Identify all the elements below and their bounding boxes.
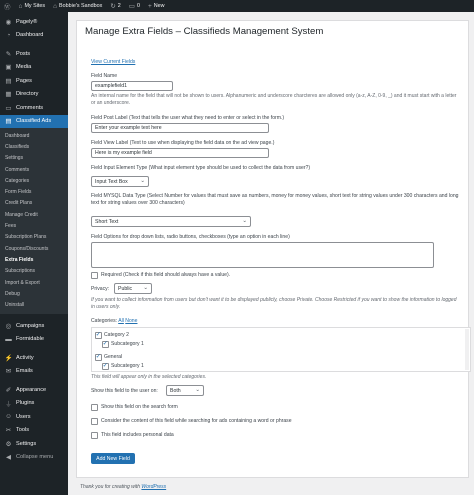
- personal-data-label: This field includes personal data: [101, 432, 174, 438]
- page-title: Manage Extra Fields – Classifieds Management System: [85, 26, 324, 37]
- pin-icon: ✎: [5, 50, 12, 58]
- submenu-item-comments[interactable]: Comments: [5, 166, 30, 173]
- categories-hint: This field will appear only in the selected categories.: [91, 374, 207, 380]
- extra-fields-form: [76, 20, 469, 478]
- new-label: New: [153, 3, 165, 9]
- updates-icon: ↻: [110, 3, 116, 10]
- category-label: General: [104, 354, 123, 360]
- sidebar-item-label: Users: [16, 413, 31, 420]
- category-label: Subcategory 1: [111, 341, 144, 347]
- new-content-menu[interactable]: [144, 0, 169, 12]
- comment-bubble-icon: ▭: [128, 3, 135, 10]
- view-current-fields-link[interactable]: View Current Fields: [91, 59, 136, 65]
- submenu-item-subscription-plans[interactable]: Subscription Plans: [5, 234, 47, 241]
- pages-icon: ▤: [5, 77, 12, 85]
- media-icon: ▣: [5, 64, 12, 72]
- submenu-item-import-export[interactable]: Import & Export: [5, 279, 40, 286]
- sidebar-item-users[interactable]: [0, 410, 68, 424]
- sidebar-item-label: Comments: [16, 104, 44, 111]
- wordpress-logo-menu[interactable]: [0, 0, 15, 12]
- main-content: [68, 12, 474, 495]
- mysql-type-label: Field MYSQL Data Type (Select Number for values that must save as numbers, money for money values, short text for string values under 300 characters and long text for string values over 300 characters): [91, 193, 459, 206]
- mysql-type-select[interactable]: [91, 216, 251, 227]
- site-name-label: Bobbie's Sandbox: [59, 3, 103, 9]
- submenu-item-debug[interactable]: Debug: [5, 290, 20, 297]
- pagely-icon: ◉: [5, 18, 12, 26]
- submenu-item-categories[interactable]: Categories: [5, 177, 30, 184]
- updates-menu[interactable]: [106, 0, 124, 12]
- wordpress-logo-icon: Ⓦ: [4, 3, 11, 11]
- input-type-select[interactable]: [91, 176, 149, 187]
- footer-text: Thank you for creating with: [80, 484, 142, 490]
- show-to-label: Show this field to the user on:: [91, 388, 158, 394]
- post-label-label: Field Post Label (Text that tells the user what they need to enter or select in the form.): [91, 115, 285, 121]
- privacy-label: Privacy:: [91, 286, 110, 292]
- sidebar-item-label: Campaigns: [16, 322, 45, 329]
- input-type-label: Field Input Element Type (What input element type should be used to collect the data from user?): [91, 165, 311, 171]
- select-all-link[interactable]: All: [118, 318, 124, 324]
- personal-data-checkbox[interactable]: [91, 432, 98, 439]
- chevron-down-icon: ⌄: [195, 387, 200, 393]
- search-form-label: Show this field on the search form: [101, 404, 178, 410]
- formidable-icon: ▬: [5, 335, 12, 343]
- mysql-type-value: Short Text: [95, 218, 119, 225]
- tools-icon: ✂: [5, 427, 12, 434]
- admin-footer: [80, 484, 166, 490]
- sidebar-item-label: Pages: [16, 77, 32, 84]
- sidebar-item-emails[interactable]: [0, 364, 68, 378]
- plugins-icon: ⏚: [5, 400, 12, 408]
- plus-icon: +: [147, 2, 152, 10]
- submenu-item-coupons[interactable]: Coupons/Discounts: [5, 245, 49, 252]
- show-to-select[interactable]: [166, 385, 204, 396]
- field-name-hint: An internal name for the field that will not be shown to users. Alphanumeric and underscore charcteres are allowed only (a-z, A-Z, 0-9, _) and it must start with a letter or an underscore.: [91, 93, 457, 106]
- sidebar-item-label: Dashboard: [16, 32, 44, 39]
- campaigns-icon: ◎: [5, 322, 12, 330]
- comments-menu[interactable]: [125, 0, 144, 12]
- search-form-checkbox[interactable]: [91, 404, 98, 411]
- wordpress-link[interactable]: WordPress: [141, 484, 167, 490]
- required-checkbox[interactable]: [91, 272, 98, 279]
- my-sites-label: My Sites: [24, 3, 46, 9]
- classified-ads-submenu: [0, 128, 68, 314]
- sidebar-item-settings[interactable]: [0, 437, 68, 451]
- sidebar-item-classified-ads[interactable]: [0, 115, 68, 129]
- sidebar-item-label: Emails: [16, 368, 33, 374]
- sidebar-item-posts[interactable]: [0, 47, 68, 61]
- collapse-menu-button[interactable]: [0, 450, 68, 464]
- categories-scrollbar[interactable]: [465, 329, 469, 370]
- chevron-down-icon: ⌄: [242, 218, 247, 224]
- settings-icon: ⚙: [5, 440, 12, 448]
- options-textarea[interactable]: [91, 242, 434, 268]
- updates-count: 2: [117, 3, 121, 9]
- submenu-item-subscriptions[interactable]: Subscriptions: [5, 268, 36, 275]
- categories-label: [91, 318, 137, 325]
- dashboard-icon: ◔: [6, 31, 11, 39]
- sidebar-item-label: Activity: [16, 354, 34, 361]
- appearance-icon: ✐: [5, 386, 12, 394]
- submenu-item-fees[interactable]: Fees: [5, 223, 17, 230]
- add-new-field-button[interactable]: Add New Field: [91, 453, 135, 464]
- sidebar-item-comments[interactable]: [0, 101, 68, 115]
- sidebar-item-formidable[interactable]: [0, 332, 68, 346]
- category-checkbox[interactable]: ✓: [95, 354, 101, 361]
- admin-bar: [0, 0, 474, 12]
- comments-count: 0: [136, 3, 140, 9]
- search-content-checkbox[interactable]: [91, 418, 98, 425]
- sidebar-item-plugins[interactable]: [0, 396, 68, 410]
- my-sites-icon: ⌂: [18, 2, 23, 10]
- field-name-input[interactable]: examplefield1: [91, 81, 173, 91]
- submenu-item-credit-plans[interactable]: Credit Plans: [5, 200, 33, 207]
- sidebar-item-tools[interactable]: [0, 423, 68, 437]
- sidebar-item-label: Directory: [16, 91, 39, 98]
- submenu-item-extra-fields[interactable]: Extra Fields: [5, 256, 34, 263]
- sidebar-item-dashboard[interactable]: [0, 29, 68, 43]
- category-label: Subcategory 1: [111, 363, 144, 369]
- sidebar-item-label: Plugins: [16, 400, 35, 406]
- emails-icon: ✉: [5, 368, 12, 375]
- category-label: Category 2: [104, 332, 129, 338]
- submenu-item-dashboard[interactable]: Dashboard: [5, 132, 30, 139]
- privacy-value: Public: [118, 285, 133, 292]
- collapse-icon: ◀: [6, 454, 11, 461]
- submenu-item-form-fields[interactable]: Form Fields: [5, 189, 32, 196]
- users-icon: ☺: [5, 413, 12, 420]
- options-label: Field Options for drop down lists, radio buttons, checkboxes (type an option in each line): [91, 234, 290, 240]
- comments-icon: ▭: [5, 104, 12, 112]
- categories-label-text: Categories:: [91, 318, 118, 324]
- sidebar-item-directory[interactable]: [0, 88, 68, 102]
- sidebar-item-activity[interactable]: [0, 351, 68, 365]
- show-to-value: Both: [170, 387, 181, 394]
- post-label-input[interactable]: Enter your example text here: [91, 123, 269, 133]
- chevron-down-icon: ⌄: [143, 285, 148, 291]
- sidebar-item-pages[interactable]: [0, 74, 68, 88]
- collapse-menu-label: Collapse menu: [16, 454, 54, 460]
- my-sites-menu[interactable]: [15, 0, 50, 12]
- view-label-label: Field View Label (Text to use when displaying the field data on the ad view page.): [91, 140, 275, 146]
- sidebar-item-label: Settings: [16, 440, 37, 447]
- sidebar-item-media[interactable]: [0, 61, 68, 75]
- directory-icon: ▦: [5, 91, 12, 99]
- categories-box: [91, 327, 471, 372]
- sidebar-item-label: Pagely®: [16, 18, 38, 25]
- classified-ads-icon: ▤: [5, 118, 12, 126]
- sidebar-item-campaigns[interactable]: [0, 319, 68, 333]
- admin-sidebar: [0, 12, 68, 495]
- required-label: Required (Check if this field should always have a value).: [101, 272, 231, 278]
- sidebar-item-label: Posts: [16, 50, 30, 57]
- view-label-input[interactable]: Here is my example field: [91, 148, 269, 158]
- sidebar-item-label: Media: [16, 64, 32, 71]
- sidebar-item-label: Classified Ads: [16, 118, 52, 125]
- select-none-link[interactable]: None: [125, 318, 138, 324]
- submenu-item-uninstall[interactable]: Uninstall: [5, 302, 25, 309]
- site-name-menu[interactable]: [49, 0, 106, 12]
- sidebar-item-label: Formidable: [16, 336, 44, 342]
- privacy-hint: If you want to collect information from users but don't want it to be displayed publicly, choose Private. Choose Restricted if you want to show the information to logged in users only.: [91, 297, 457, 310]
- submenu-item-classifieds[interactable]: Classifieds: [5, 143, 30, 150]
- input-type-value: Input Text Box: [95, 178, 128, 185]
- submenu-item-settings[interactable]: Settings: [5, 155, 24, 162]
- sidebar-item-brand[interactable]: [0, 15, 68, 29]
- sidebar-item-label: Appearance: [16, 386, 47, 393]
- category-checkbox[interactable]: ✓: [95, 332, 101, 339]
- field-name-label: Field Name: [91, 73, 118, 79]
- home-icon: ⌂: [53, 2, 58, 10]
- search-content-label: Consider the content of this field while searching for ads containing a word or phrase: [101, 418, 292, 424]
- category-checkbox[interactable]: ✓: [102, 341, 108, 348]
- submenu-item-manage-credit[interactable]: Manage Credit: [5, 211, 38, 218]
- chevron-down-icon: ⌄: [140, 178, 145, 184]
- sidebar-item-appearance[interactable]: [0, 383, 68, 397]
- category-checkbox[interactable]: ✓: [102, 363, 108, 370]
- activity-icon: ⚡: [4, 354, 13, 362]
- sidebar-item-label: Tools: [16, 427, 30, 433]
- privacy-select[interactable]: [114, 283, 152, 294]
